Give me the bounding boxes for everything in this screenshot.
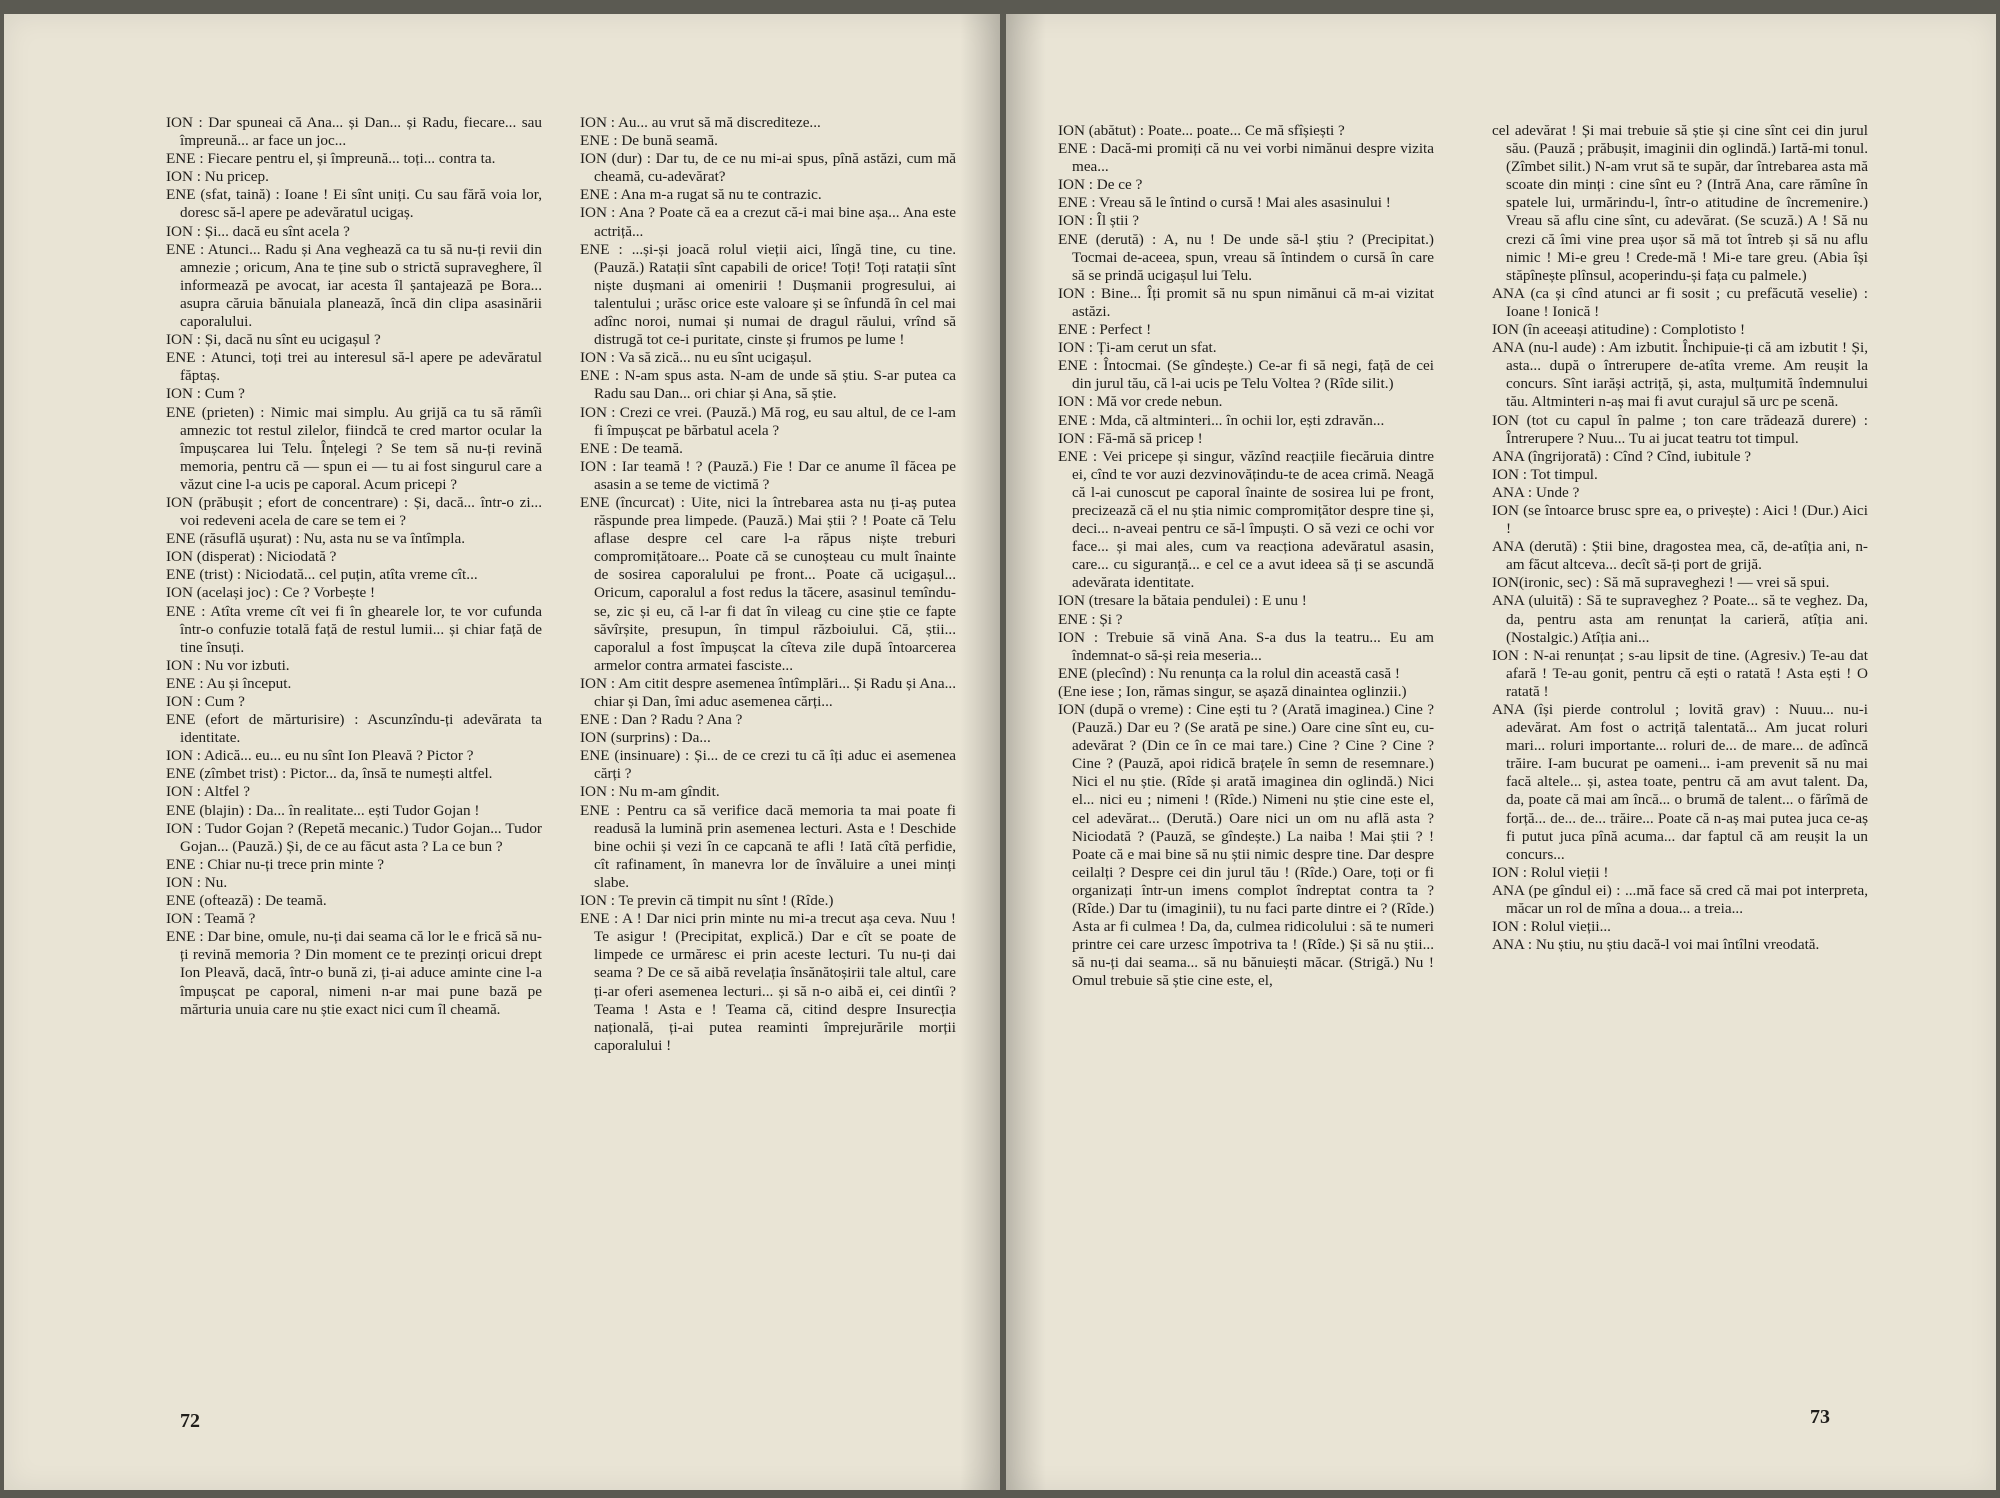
dialogue-line: ENE (răsuflă ușurat) : Nu, asta nu se va întîmpla. — [166, 530, 466, 548]
right-page-gutter-shadow — [1006, 14, 1046, 1490]
dialogue-line: ION : Va să zică... nu eu sînt ucigașul. — [580, 349, 812, 367]
dialogue-line: ENE : Vei pricepe și singur, văzînd reacțiile fiecăruia dintre ei, cînd te vor auzi dezvinovățindu-te de acea crimă. Neagă că l-ai cunoscut pe caporal înainte de sosirea lui pe front, precizează că el nu știa nimic compromițător despre tine și, deci... n-aveai pentru ce să-l împuști. O să vezi ce ochi vor face... și mai ales, cum va reacționa adevăratul asasin, care... cu siguranță... e cel ce a avut ideea să ți se ascundă adevărata identitate. — [1058, 447, 1434, 592]
dialogue-line: ION : Ana ? Poate că ea a crezut că-i mai bine așa... Ana este actriță... — [580, 204, 956, 240]
dialogue-line: ENE : Atunci... Radu și Ana veghează ca tu să nu-ți revii din amnezie ; oricum, Ana te ține sub o strictă supraveghere, îl informează pe avocat, iar acesta îl șantajează pe Bora... asupra căruia bănuiala planează, încă din clipa asasinării caporalului. — [166, 240, 542, 331]
dialogue-line: ION : Nu vor izbuti. — [166, 656, 290, 674]
dialogue-line: ION : Nu pricep. — [166, 168, 269, 186]
dialogue-line: ENE (derută) : A, nu ! De unde să-l știu ? (Precipitat.) Tocmai de-aceea, spun, vreau să întindem o cursă în care să se prindă ucigașul lui Telu. — [1058, 230, 1434, 284]
left-page-gutter-shadow — [960, 14, 1000, 1490]
dialogue-line: ION : Altfel ? — [166, 783, 250, 801]
dialogue-line: ENE (oftează) : De teamă. — [166, 892, 327, 910]
dialogue-line: ION : Dar spuneai că Ana... și Dan... și Radu, fiecare... sau împreună... ar face un joc... — [166, 114, 542, 150]
dialogue-line: ANA (ca și cînd atunci ar fi sosit ; cu prefăcută veselie) : Ioane ! Ionică ! — [1492, 284, 1868, 320]
dialogue-line: ION : Trebuie să vină Ana. S-a dus la teatru... Eu am îndemnat-o să-și reia meseria... — [1058, 628, 1434, 664]
dialogue-line: ANA (uluită) : Să te supraveghez ? Poate... să te veghez. Da, da, pentru asta am renunțat la carieră, atîția ani. (Nostalgic.) Atîția ani... — [1492, 592, 1868, 646]
dialogue-line: ION : Cum ? — [166, 385, 245, 403]
dialogue-line: ENE : N-am spus asta. N-am de unde să știu. S-ar putea ca Radu sau Dan... ori chiar și Ana, să știe. — [580, 367, 956, 403]
dialogue-line: ENE (sfat, taină) : Ioane ! Ei sînt uniți. Cu sau fără voia lor, doresc să-l apere pe adevăratul ucigaș. — [166, 186, 542, 222]
dialogue-line: ANA (pe gîndul ei) : ...mă face să cred că mai pot interpreta, măcar un rol de mîna a doua... a treia... — [1492, 881, 1868, 918]
dialogue-line: ENE : Vreau să le întind o cursă ! Mai ales asasinului ! — [1058, 194, 1391, 212]
dialogue-line: ION : Te previn că timpit nu sînt ! (Rîde.) — [580, 892, 834, 910]
dialogue-line: ENE : Dan ? Radu ? Ana ? — [580, 711, 743, 729]
dialogue-line: ENE : Mda, că altminteri... în ochii lor, ești zdravăn... — [1058, 411, 1385, 429]
dialogue-line: ENE : Au și început. — [166, 674, 292, 692]
dialogue-line: ION : Și... dacă eu sînt acela ? — [166, 222, 350, 240]
dialogue-line: ION : N-ai renunțat ; s-au lipsit de tine. (Agresiv.) Te-au dat afară ! Te-au gonit, pentru că ești o ratată ! Asta ești ! O ratată ! — [1492, 646, 1868, 700]
dialogue-line: ANA (își pierde controlul ; lovită grav) : Nuuu... nu-i adevărat. Am fost o actriță talentată... Am jucat roluri mari... roluri importante... roluri de... de mare... de adîncă trăire. I-am bucurat pe oameni... i-am prevenit să nu mai facă altele... și, astea toate, pentru că am avut talent. Da, da, poate că mai am încă... o brumă de talent... o fărîmă de forță... de... de... trăire... Poate că n-aș mai putea juca ce-aș fi putut juca pînă acuma... dar faptul că am reușit la un concurs... — [1492, 701, 1868, 863]
text-column-4 — [1492, 122, 1868, 954]
dialogue-line: ION : Mă vor crede nebun. — [1058, 393, 1223, 411]
dialogue-line: ENE : A ! Dar nici prin minte nu mi-a trecut așa ceva. Nuu ! Te asigur ! (Precipitat, explică.) Dar e cît se poate de limpede ce urmăresc ei prin aceste lecturi. Tu nu-ți dai seama ? De ce să aibă revelația însănătoșirii tale altul, care ți-ar oferi asemenea lecturi... și să n-o aibă ei, cei dintîi ? Teama ! Asta e ! Teama că, citind despre Insurecția națională, ți-ai putea reaminti împrejurările morții caporalului ! — [580, 910, 956, 1054]
dialogue-line: ENE : Chiar nu-ți trece prin minte ? — [166, 855, 385, 873]
dialogue-line: ION : Nu. — [166, 873, 228, 891]
dialogue-line: ION : Bine... Îți promit să nu spun nimănui că m-ai vizitat astăzi. — [1058, 284, 1434, 320]
dialogue-line: ION (abătut) : Poate... poate... Ce mă sfîșiești ? — [1058, 122, 1345, 139]
dialogue-line: ENE : Ana m-a rugat să nu te contrazic. — [580, 186, 822, 204]
right-page — [1006, 14, 1996, 1490]
dialogue-line: ENE : Întocmai. (Se gîndește.) Ce-ar fi să negi, față de cei din jurul tău, că l-ai ucis pe Telu Voltea ? (Rîde silit.) — [1058, 357, 1434, 393]
dialogue-line: ENE : Dacă-mi promiți că nu vei vorbi nimănui despre vizita mea... — [1058, 140, 1434, 176]
dialogue-line: ION : Fă-mă să pricep ! — [1058, 429, 1203, 447]
dialogue-line: ION : Rolul vieții... — [1492, 918, 1611, 936]
dialogue-line: ION : Am citit despre asemenea întîmplări... Și Radu și Ana... chiar și Dan, îmi aduc asemenea cărți... — [580, 674, 956, 710]
dialogue-line: ION : Și, dacă nu sînt eu ucigașul ? — [166, 331, 381, 349]
dialogue-line: ENE (insinuare) : Și... de ce crezi tu că îți aduc ei asemenea cărți ? — [580, 747, 956, 783]
dialogue-line: ENE (zîmbet trist) : Pictor... da, însă te numești altfel. — [166, 765, 493, 783]
dialogue-line: ANA : Unde ? — [1492, 483, 1580, 501]
page-number-right: 73 — [1810, 1406, 1830, 1428]
dialogue-line: ION : Au... au vrut să mă discrediteze... — [580, 114, 821, 131]
dialogue-line: ION (în aceeași atitudine) : Complotisto ! — [1492, 321, 1746, 339]
dialogue-line: ENE (blajin) : Da... în realitate... ești Tudor Gojan ! — [166, 801, 480, 819]
dialogue-line: ANA (îngrijorată) : Cînd ? Cînd, iubitule ? — [1492, 447, 1751, 465]
dialogue-line: ION : Teamă ? — [166, 910, 256, 928]
dialogue-line: ENE : Atîta vreme cît vei fi în ghearele lor, te vor cufunda într-o confuzie totală față de restul lumii... și chiar față de tine însuți. — [166, 602, 542, 656]
dialogue-line: ENE : Atunci, toți trei au interesul să-l apere pe adevăratul făptaș. — [166, 349, 542, 385]
dialogue-line: ION (surprins) : Da... — [580, 729, 711, 747]
dialogue-line: ENE : Și ? — [1058, 610, 1123, 628]
dialogue-line: ION : Adică... eu... eu nu sînt Ion Pleavă ? Pictor ? — [166, 747, 474, 765]
dialogue-line: ION : Ți-am cerut un sfat. — [1058, 339, 1217, 357]
dialogue-line: ENE (efort de mărturisire) : Ascunzîndu-ți adevărata ta identitate. — [166, 711, 542, 747]
dialogue-line: ION (prăbușit ; efort de concentrare) : Și, dacă... într-o zi... voi redeveni acela de care se tem ei ? — [166, 493, 542, 530]
dialogue-line: ION (se întoarce brusc spre ea, o privește) : Aici ! (Dur.) Aici ! — [1492, 501, 1868, 538]
dialogue-line: ION : Rolul vieții ! — [1492, 863, 1609, 881]
dialogue-line: ENE (prieten) : Nimic mai simplu. Au grijă ca tu să rămîi amnezic tot restul zilelor, fiindcă te cred martor ocular la împușcarea lui Telu. Înțelegi ? Se tem să nu-ți revină memoria, pentru că — spun ei — tu ai fost singurul care a văzut cine l-a ucis pe caporal. Acum pricepi ? — [166, 403, 542, 493]
dialogue-line: ION (tresare la bătaia pendulei) : E unu ! — [1058, 592, 1307, 610]
dialogue-line: ION : Tot timpul. — [1492, 465, 1598, 483]
dialogue-line: ION : Iar teamă ! ? (Pauză.) Fie ! Dar ce anume îl făcea pe asasin a se teme de victimă ? — [580, 457, 956, 493]
dialogue-line: ENE : Dar bine, omule, nu-ți dai seama că lor le e frică să nu-ți revină memoria ? Din moment ce te prezinți oricui drept Ion Pleavă, dacă, într-o bună zi, ți-ai aduce aminte cine l-a împușcat pe caporal, nimeni n-ar mai pune bază pe mărturia unuia care nu știe exact nici cum îl cheamă. — [166, 928, 542, 1018]
dialogue-line: ION : Îl știi ? — [1058, 212, 1139, 230]
dialogue-line: cel adevărat ! Și mai trebuie să știe și cine sînt cei din jurul său. (Pauză ; prăbușit, imaginii din oglindă.) Iartă-mi tonul. (Zîmbet silit.) N-am vrut să te supăr, dar întrebarea asta mă scoate din minți : cine sînt eu ? (Intră Ana, care rămîne în spatele lui, urmărindu-l, într-o atitudine de încremenire.) Vreau să aflu cine sînt, cu adevărat. (Se scuză.) A ! Să nu crezi că îmi vine prea ușor să mă tot întreb și să nu aflu nimic ! Mi-e greu ! Crede-mă ! Mi-e tare greu. (Abia își stăpînește plînsul, acoperindu-și fața cu palmele.) — [1492, 122, 1868, 284]
dialogue-line: ION : Tudor Gojan ? (Repetă mecanic.) Tudor Gojan... Tudor Gojan... (Pauză.) Și, de ce au făcut asta ? La ce bun ? — [166, 819, 542, 855]
dialogue-line: ENE (trist) : Niciodată... cel puțin, atîta vreme cît... — [166, 566, 478, 584]
dialogue-line: ION : De ce ? — [1058, 176, 1143, 194]
dialogue-line: ENE : Perfect ! — [1058, 321, 1152, 339]
text-column-2 — [580, 114, 956, 1055]
text-column-1 — [166, 114, 542, 1019]
dialogue-line: ENE (încurcat) : Uite, nici la întrebarea asta nu ți-aș putea răspunde prea limpede. (Pauză.) Mai știi ? ! Poate că Telu aflase despre cel care l-a răpus niște treburi compromițătoare... Poate că se cunoșteau cu mult înainte de sosirea caporalului pe front... Poate că ucigașul... Oricum, caporalul a fost redus la tăcere, asasinul temîndu-se, zic și eu, că l-ar fi dat în vileag cu cine știe ce fapte săvîrșite, presupun, în timpul războiului. Că, știi... caporalul a fost împușcat la cîteva zile după întoarcerea armelor contra armatei fasciste... — [580, 493, 956, 674]
dialogue-line: ENE : De bună seamă. — [580, 132, 718, 150]
dialogue-line: ANA (nu-l aude) : Am izbutit. Închipuie-ți că am izbutit ! Și, asta... după o întrerupere de-atîta vreme. Am reușit la concurs. Sînt iarăși actriță, și, asta, mulțumită îndemnului tău. Altminteri n-aș mai fi avut curajul să urc pe scenă. — [1492, 339, 1868, 411]
dialogue-line: ION : Crezi ce vrei. (Pauză.) Mă rog, eu sau altul, de ce l-am fi împușcat pe bărbatul acela ? — [580, 403, 956, 439]
page-number-left: 72 — [180, 1410, 200, 1432]
dialogue-line: ION(ironic, sec) : Să mă supraveghezi ! — vrei să spui. — [1492, 574, 1830, 592]
dialogue-line: ENE : Pentru ca să verifice dacă memoria ta mai poate fi readusă la lumină prin asemenea lecturi. Asta e ! Deschide bine ochii și vezi în ce capcană te afli ! Iată cîtă perfidie, cît rafinament, în manevra lor de învăluire a unei minți slabe. — [580, 801, 956, 891]
dialogue-line: ION (tot cu capul în palme ; ton care trădează durere) : Întrerupere ? Nuu... Tu ai jucat teatru tot timpul. — [1492, 411, 1868, 447]
dialogue-line: ION (după o vreme) : Cine ești tu ? (Arată imaginea.) Cine ? (Pauză.) Dar eu ? (Se arată pe sine.) Oare cine sînt eu, cu-adevărat ? (Din ce în ce mai tare.) Cine ? Cine ? Cine ? Cine ? (Pauză, apoi ridică brațele în semn de resemnare.) Nici el nu știe. (Rîde și arată imaginea din oglindă.) Nici el... nici eu ; nimeni ! (Rîde.) Nimeni nu știe cine este el, cel adevărat... (Derută.) Oare nici un om nu află asta ? Niciodată ? (Pauză, se gîndește.) La naiba ! Mai știi ? ! Poate că e mai bine să nu știi nimic despre tine. Dar despre ceilalți ? Despre cei din jurul tău ! (Rîde.) Oare, toți or fi organizați într-un imens complot îndreptat contra ta ? (Rîde.) Dar tu (imaginii), tu nu faci parte dintre ei ? (Rîde.) Asta ar fi culmea ! Da, da, culmea ridicolului : să te numeri printre cei care urzesc împotriva ta ! (Rîde.) Și să nu știi... să nu-ți dai seama... să nu bănuiești măcar. (Strigă.) Nu ! Omul trebuie să știe cine este, el, — [1058, 701, 1434, 990]
dialogue-line: ION (dur) : Dar tu, de ce nu mi-ai spus, pînă astăzi, cum mă cheamă, cu-adevărat? — [580, 150, 956, 186]
dialogue-line: (Ene iese ; Ion, rămas singur, se așază dinaintea oglinzii.) — [1058, 682, 1407, 700]
dialogue-line: ION (disperat) : Niciodată ? — [166, 548, 337, 566]
dialogue-line: ION : Cum ? — [166, 693, 245, 710]
left-page — [4, 14, 1000, 1490]
dialogue-line: ENE : Fiecare pentru el, și împreună... toți... contra ta. — [166, 150, 496, 168]
dialogue-line: ENE : ...și-și joacă rolul vieții aici, lîngă tine, cu tine. (Pauză.) Ratații sînt capabili de orice! Toți! Toți ratații sînt niște dușmani ai omenirii ! Dușmanii progresului, ai talentului ; urăsc orice este valoare și se înfundă în cel mai adînc noroi, numai și numai de dragul răului, vrînd să distrugă tot ce-i puritate, cinste și frumos pe lume ! — [580, 240, 956, 349]
dialogue-line: ANA : Nu știu, nu știu dacă-l voi mai întîlni vreodată. — [1492, 936, 1820, 954]
dialogue-line: ENE : De teamă. — [580, 439, 683, 457]
dialogue-line: ION : Nu m-am gîndit. — [580, 783, 720, 801]
dialogue-line: ION (același joc) : Ce ? Vorbește ! — [166, 584, 376, 602]
dialogue-line: ANA (derută) : Știi bine, dragostea mea, că, de-atîția ani, n-am făcut altceva... decît să-ți port de grijă. — [1492, 538, 1868, 574]
text-column-3 — [1058, 122, 1434, 991]
dialogue-line: ENE (plecînd) : Nu renunța ca la rolul din această casă ! — [1058, 664, 1400, 682]
